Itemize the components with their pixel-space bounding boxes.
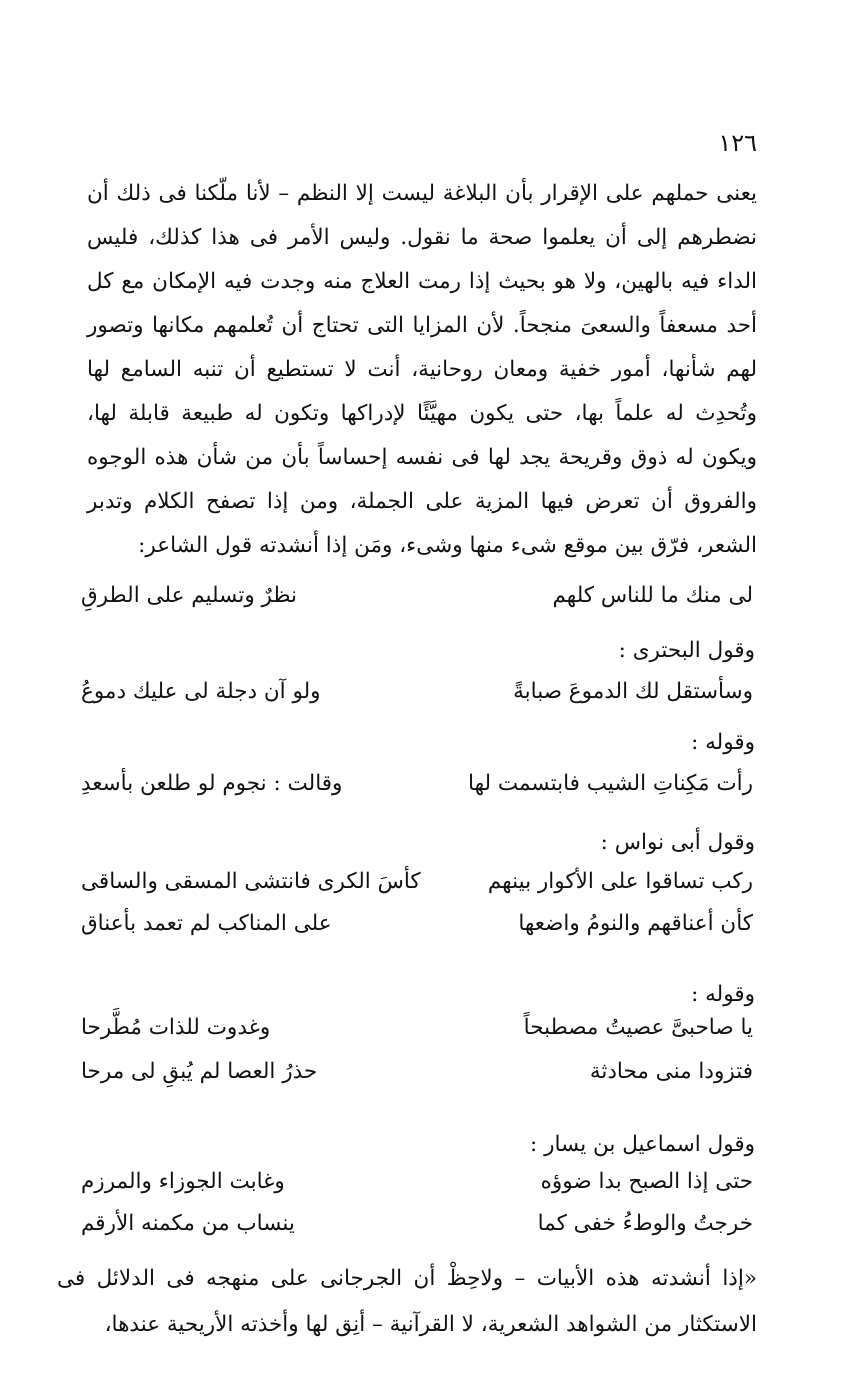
paragraph-line: علماً بها، حتى يكون مهيَّئًا لإدراكها وتكون له طبيعة قابلة لها، ويكون له ذوق xyxy=(87,401,757,470)
poem-intro: وقوله : xyxy=(691,982,755,1007)
poem-intro: وقول أبى نواس : xyxy=(600,830,755,855)
paragraph-line: «إذا أنشدته هذه الأبيات – ولاحِظْ أن الجرجانى على منهجه فى الدلائل فى xyxy=(57,1266,757,1291)
page-number: ١٢٦ xyxy=(718,129,757,157)
verse-second-hemistich: على المناكب لم تعمد بأعناق xyxy=(81,911,332,936)
poem-verse xyxy=(81,764,753,804)
verse-first-hemistich: وسأستقل لك الدموعَ صبابةً xyxy=(513,679,753,704)
verse-second-hemistich: نظرٌ وتسليم على الطرقِ xyxy=(81,583,298,608)
poem-verse xyxy=(81,1052,753,1092)
verse-second-hemistich: وغدوت للذات مُطَّرحا xyxy=(81,1015,271,1040)
verse-first-hemistich: خرجتُ والوطءُ خفى كما xyxy=(537,1211,753,1236)
verse-second-hemistich: حذرُ العصا لم يُبقِ لى مرحا xyxy=(81,1059,318,1084)
paragraph-line: وقريحة يجد لها فى نفسه إحساساً بأن من شأن هذه الوجوه والفروق أن تعرض فيها xyxy=(87,445,757,514)
paragraph-line: نضطرهم إلى أن يعلموا صحة ما نقول. وليس الأمر فى هذا كذلك، فليس الداء xyxy=(87,225,758,294)
verse-first-hemistich: رأت مَكِناتِ الشيب فابتسمت لها xyxy=(468,771,753,796)
verse-second-hemistich: ينساب من مكمنه الأرقم xyxy=(81,1211,295,1236)
poem-verse xyxy=(81,1162,753,1202)
paragraph-line: وشىء، ومَن إذا أنشدته قول الشاعر: xyxy=(138,533,463,558)
poem-intro: وقول البحترى : xyxy=(618,638,755,663)
verse-first-hemistich: يا صاحبىَّ عصيتُ مصطبحاً xyxy=(523,1015,753,1040)
poem-verse xyxy=(81,576,753,616)
verse-second-hemistich: وغابت الجوزاء والمرزم xyxy=(81,1169,285,1194)
verse-first-hemistich: كأن أعناقهم والنومُ واضعها xyxy=(518,911,753,936)
verse-first-hemistich: لى منك ما للناس كلهم xyxy=(552,583,753,608)
verse-second-hemistich: ولو آن دجلة لى عليك دموعُ xyxy=(81,679,321,704)
poem-verse xyxy=(81,672,753,712)
verse-first-hemistich: فتزودا منى محادثة xyxy=(589,1059,753,1084)
verse-first-hemistich: حتى إذا الصبح بدا ضوؤه xyxy=(540,1169,753,1194)
verse-second-hemistich: كأسَ الكرى فانتشى المسقى والساقى xyxy=(81,869,421,894)
poem-intro: وقوله : xyxy=(691,730,755,755)
verse-second-hemistich: وقالت : نجوم لو طلعن بأسعدِ xyxy=(81,771,343,796)
closing-paragraph xyxy=(57,1256,757,1348)
paragraph-line: الاستكثار من الشواهد الشعرية، لا القرآنية – أنِق لها وأخذته الأريحية عندها، xyxy=(104,1312,757,1337)
paragraph-line: يعنى حملهم على الإقرار بأن البلاغة ليست إلا النظم – لأنا ملّكنا فى ذلك أن xyxy=(87,181,757,206)
poem-verse xyxy=(81,904,753,944)
poem-intro: وقول اسماعيل بن يسار : xyxy=(530,1132,755,1157)
verse-first-hemistich: ركب تساقوا على الأكوار بينهم xyxy=(487,869,753,894)
paragraph-line: المزية على الجملة، ومن إذا تصفح الكلام وتدبر الشعر، فرّق بين موقع شىء منها xyxy=(87,489,757,558)
poem-verse xyxy=(81,1008,753,1048)
paragraph-line: فيه بالهين، ولا هو بحيث إذا رمت العلاج منه وجدت فيه الإمكان مع كل أحد xyxy=(87,269,757,338)
main-paragraph xyxy=(87,172,757,568)
paragraph-line: شأنها، أمور خفية ومعان روحانية، أنت لا تستطيع أن تنبه السامع لها وتُحدِث له xyxy=(87,357,757,426)
poem-verse xyxy=(81,1204,753,1244)
poem-verse xyxy=(81,862,753,902)
paragraph-line: مسعفاً والسعىَ منجحاً. لأن المزايا التى تحتاج أن تُعلمهم مكانها وتصور لهم xyxy=(87,313,757,382)
